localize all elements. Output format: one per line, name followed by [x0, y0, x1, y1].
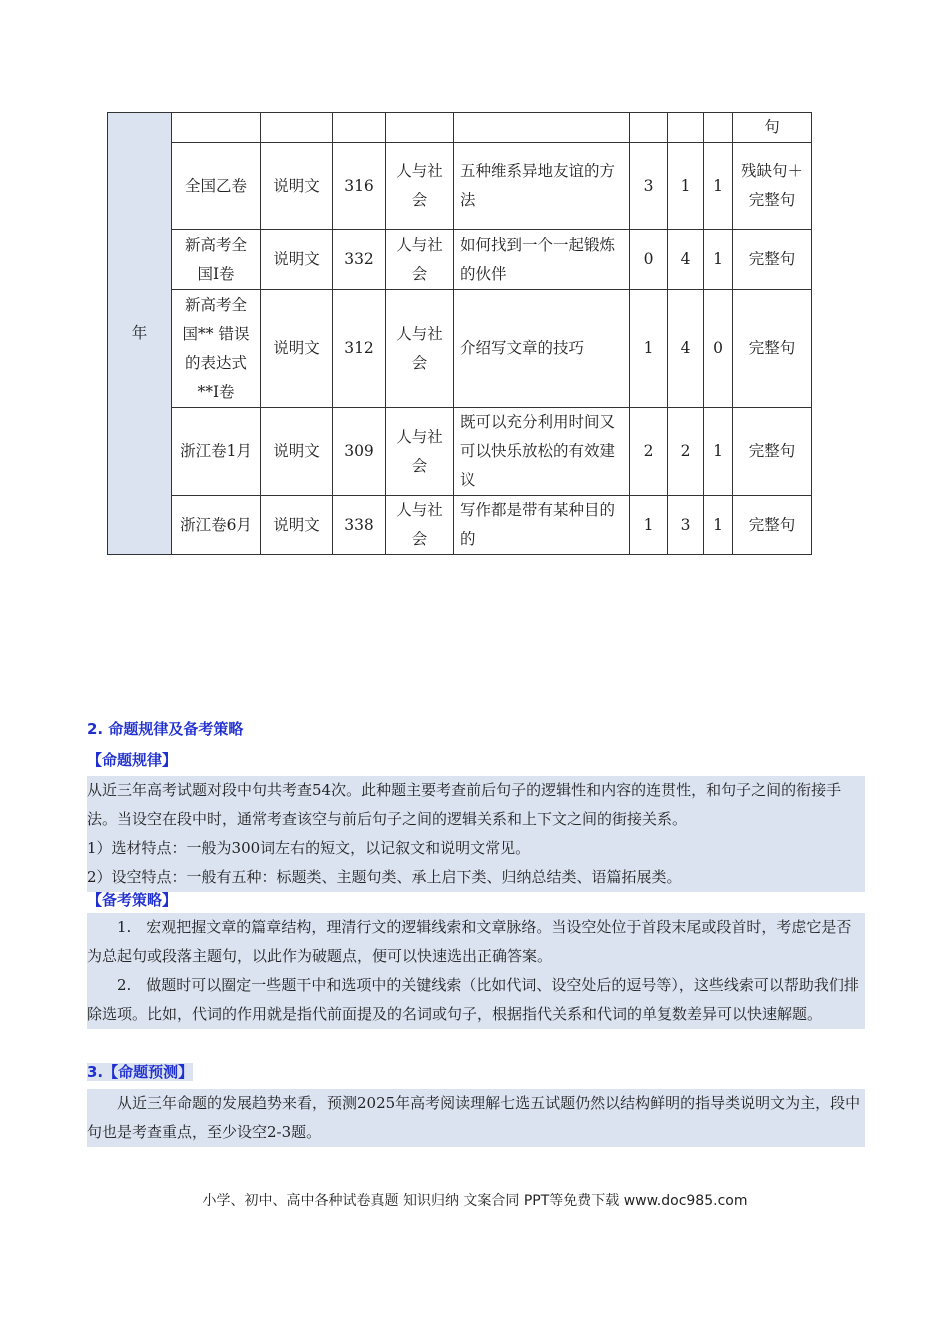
content-cell: 如何找到一个一起锻炼的伙伴	[454, 230, 630, 290]
count-b-cell: 1	[668, 143, 704, 230]
section-2-title: 2. 命题规律及备考策略	[87, 720, 244, 738]
topic-cell: 人与社会	[386, 408, 454, 496]
count-a-cell: 3	[630, 143, 668, 230]
count-a-cell	[630, 113, 668, 143]
content-cell: 既可以充分利用时间又可以快乐放松的有效建议	[454, 408, 630, 496]
count-b-cell	[668, 113, 704, 143]
type-cell: 完整句	[733, 290, 812, 408]
rule-item-1: 1）选材特点：一般为300词左右的短文，以记叙文和说明文常见。	[87, 839, 531, 857]
count-a-cell: 2	[630, 408, 668, 496]
type-cell: 完整句	[733, 230, 812, 290]
topic-cell	[386, 113, 454, 143]
words-cell	[333, 113, 386, 143]
table-row	[108, 113, 812, 143]
strategy-item-1: 1. 宏观把握文章的篇章结构，理清行文的逻辑线索和文章脉络。当设空处位于首段末尾或段首时，考虑它是否为总起句或段落主题句，以此作为破题点，便可以快速选出正确答案。	[87, 918, 852, 965]
genre-cell: 说明文	[261, 143, 333, 230]
paper-cell: 浙江卷1月	[172, 408, 261, 496]
rule-block	[87, 776, 865, 892]
count-a-cell: 1	[630, 496, 668, 555]
genre-cell: 说明文	[261, 408, 333, 496]
words-cell: 309	[333, 408, 386, 496]
count-c-cell: 1	[704, 143, 733, 230]
rule-text: 从近三年高考试题对段中句共考查54次。此种题主要考查前后句子的逻辑性和内容的连贯性，和句子之间的衔接手法。当设空在段中时，通常考查该空与前后句子之间的逻辑关系和上下文之间的街接关系。	[87, 781, 842, 828]
paper-cell: 浙江卷6月	[172, 496, 261, 555]
genre-cell: 说明文	[261, 230, 333, 290]
words-cell: 338	[333, 496, 386, 555]
table-row	[108, 496, 812, 555]
count-c-cell: 0	[704, 290, 733, 408]
section-3-title-text: 3.【命题预测】	[87, 1063, 194, 1081]
content-cell: 五种维系异地友谊的方法	[454, 143, 630, 230]
genre-cell: 说明文	[261, 290, 333, 408]
words-cell: 312	[333, 290, 386, 408]
type-cell: 完整句	[733, 408, 812, 496]
section-3-title	[87, 1061, 193, 1082]
count-a-cell: 1	[630, 290, 668, 408]
type-cell: 句	[733, 113, 812, 143]
paper-cell: 新高考全国I卷	[172, 230, 261, 290]
count-c-cell: 1	[704, 230, 733, 290]
paper-cell	[172, 113, 261, 143]
content-cell: 写作都是带有某种目的的	[454, 496, 630, 555]
content-cell	[454, 113, 630, 143]
rule-item-2: 2）设空特点：一般有五种：标题类、主题句类、承上启下类、归纳总结类、语篇拓展类。	[87, 868, 682, 886]
count-a-cell: 0	[630, 230, 668, 290]
count-b-cell: 3	[668, 496, 704, 555]
genre-cell: 说明文	[261, 496, 333, 555]
strategy-block	[87, 913, 865, 1029]
page-footer: 小学、初中、高中各种试卷真题 知识归纳 文案合同 PPT等免费下载 www.doc985.com	[202, 1193, 748, 1209]
content-cell: 介绍写文章的技巧	[454, 290, 630, 408]
table-row	[108, 230, 812, 290]
prediction-block	[87, 1089, 865, 1147]
strategy-item-2: 2. 做题时可以圈定一些题干中和选项中的关键线索（比如代词、设空处后的逗号等），这些线索可以帮助我们排除选项。比如，代词的作用就是指代前面提及的名词或句子，根据指代关系和代词的单复数差异可以快速解题。	[87, 976, 859, 1023]
topic-cell: 人与社会	[386, 290, 454, 408]
count-c-cell	[704, 113, 733, 143]
paper-cell: 全国乙卷	[172, 143, 261, 230]
table-row	[108, 290, 812, 408]
count-b-cell: 2	[668, 408, 704, 496]
paper-cell: 新高考全国** 错误的表达式**I卷	[172, 290, 261, 408]
table-row	[108, 408, 812, 496]
count-c-cell: 1	[704, 408, 733, 496]
topic-cell: 人与社会	[386, 230, 454, 290]
genre-cell	[261, 113, 333, 143]
rule-heading: 【命题规律】	[87, 751, 178, 769]
prediction-text: 从近三年命题的发展趋势来看，预测2025年高考阅读理解七选五试题仍然以结构鲜明的指导类说明文为主，段中句也是考查重点，至少设空2-3题。	[87, 1094, 861, 1141]
count-c-cell: 1	[704, 496, 733, 555]
words-cell: 316	[333, 143, 386, 230]
topic-cell: 人与社会	[386, 143, 454, 230]
type-cell: 完整句	[733, 496, 812, 555]
count-b-cell: 4	[668, 290, 704, 408]
year-cell: 年	[108, 113, 172, 555]
exam-table	[107, 112, 812, 555]
count-b-cell: 4	[668, 230, 704, 290]
topic-cell: 人与社会	[386, 496, 454, 555]
words-cell: 332	[333, 230, 386, 290]
strategy-heading: 【备考策略】	[87, 891, 178, 909]
table-row	[108, 143, 812, 230]
type-cell: 残缺句＋完整句	[733, 143, 812, 230]
